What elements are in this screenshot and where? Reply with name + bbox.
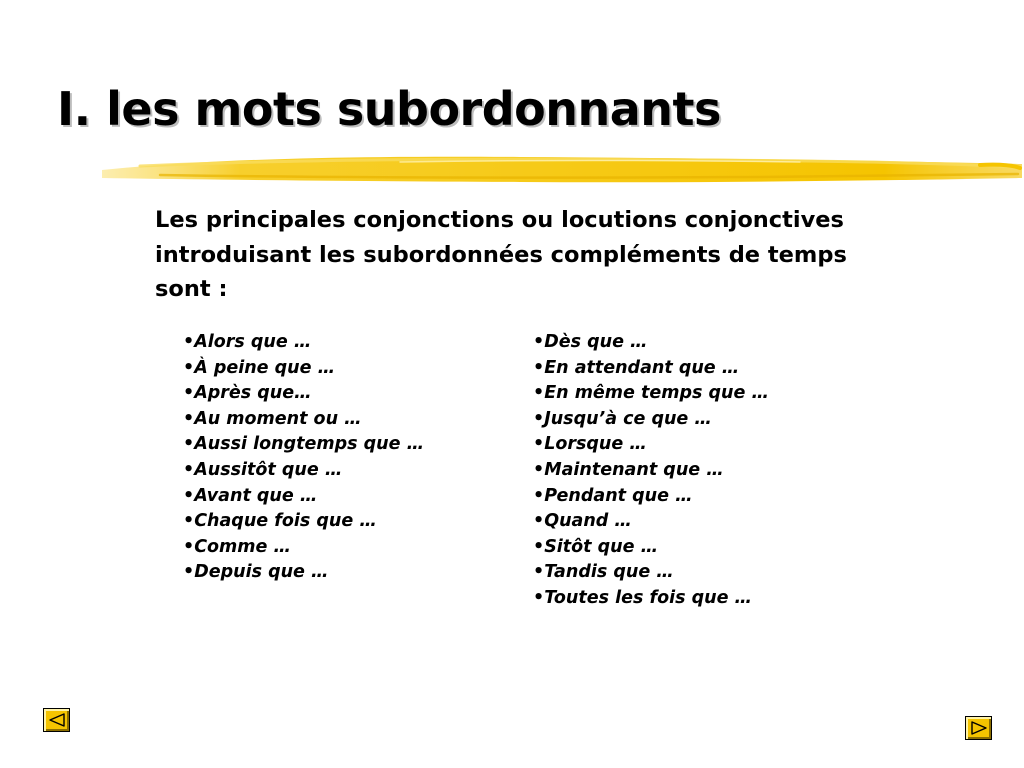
next-slide-button[interactable] <box>965 716 992 740</box>
list-item <box>183 381 424 407</box>
list-item <box>533 330 769 356</box>
bullet-glyph: • <box>183 485 195 506</box>
list-item-label: Avant que … <box>194 485 318 506</box>
bullet-glyph: • <box>183 536 195 557</box>
bullet-glyph: • <box>183 562 195 583</box>
bullet-glyph: • <box>183 332 195 352</box>
bullet-glyph: • <box>533 357 545 378</box>
previous-slide-button[interactable] <box>43 708 70 732</box>
list-item-label: Jusqu’à ce que … <box>544 408 712 429</box>
list-item-label: En attendant que … <box>544 357 740 378</box>
bullet-glyph: • <box>533 562 545 583</box>
intro-paragraph: Les principales conjonctions ou locutions conjonctives introduisant les subordonnées compléments de temps sont : <box>155 207 847 302</box>
bullet-glyph: • <box>533 459 545 480</box>
bullet-glyph: • <box>183 434 195 455</box>
highlighter-stroke <box>100 148 1024 188</box>
list-item <box>183 458 424 484</box>
conjunction-list-right <box>533 330 769 612</box>
bullet-glyph: • <box>533 485 545 506</box>
list-item-label: Tandis que … <box>544 562 674 583</box>
list-item <box>183 535 424 561</box>
triangle-right-icon <box>971 721 987 735</box>
bullet-glyph: • <box>533 408 545 429</box>
bullet-glyph: • <box>533 536 545 557</box>
list-item-label: À peine que … <box>194 357 336 378</box>
bullet-glyph: • <box>533 587 545 608</box>
list-item <box>183 330 424 356</box>
list-item <box>533 484 769 510</box>
list-item-label: Dès que … <box>544 332 648 352</box>
list-item <box>533 432 769 458</box>
list-item-label: En même temps que … <box>544 383 769 404</box>
list-item <box>533 560 769 586</box>
list-item <box>533 356 769 382</box>
conjunction-list-left <box>183 330 424 586</box>
list-item-label: Maintenant que … <box>544 459 724 480</box>
list-item <box>533 509 769 535</box>
list-item <box>183 560 424 586</box>
bullet-glyph: • <box>533 383 545 404</box>
list-item <box>533 381 769 407</box>
list-item-label: Aussi longtemps que … <box>194 434 425 455</box>
list-item-label: Comme … <box>194 536 291 557</box>
list-item-label: Toutes les fois que … <box>544 587 753 608</box>
list-item <box>183 356 424 382</box>
bullet-glyph: • <box>183 357 195 378</box>
list-item <box>533 458 769 484</box>
list-item-label: Pendant que … <box>544 485 693 506</box>
list-item-label: Alors que … <box>194 332 312 352</box>
list-item-label: Aussitôt que … <box>194 459 343 480</box>
list-item-label: Après que… <box>194 383 312 404</box>
slide-title: I. les mots subordonnants <box>57 82 721 136</box>
list-item-label: Sitôt que … <box>544 536 659 557</box>
bullet-glyph: • <box>183 383 195 404</box>
bullet-glyph: • <box>533 434 545 455</box>
list-item <box>183 407 424 433</box>
list-item-label: Lorsque … <box>544 434 647 455</box>
triangle-left-icon <box>49 713 65 727</box>
list-item <box>183 484 424 510</box>
list-item <box>183 509 424 535</box>
bullet-glyph: • <box>533 332 545 352</box>
list-item <box>183 432 424 458</box>
list-item-label: Au moment ou … <box>194 408 362 429</box>
bullet-glyph: • <box>183 408 195 429</box>
bullet-glyph: • <box>183 511 195 532</box>
list-item-label: Chaque fois que … <box>194 511 377 532</box>
list-item <box>533 535 769 561</box>
list-item-label: Depuis que … <box>194 562 329 583</box>
bullet-glyph: • <box>533 511 545 532</box>
list-item <box>533 407 769 433</box>
list-item <box>533 586 769 612</box>
list-item-label: Quand … <box>544 511 632 532</box>
bullet-glyph: • <box>183 459 195 480</box>
